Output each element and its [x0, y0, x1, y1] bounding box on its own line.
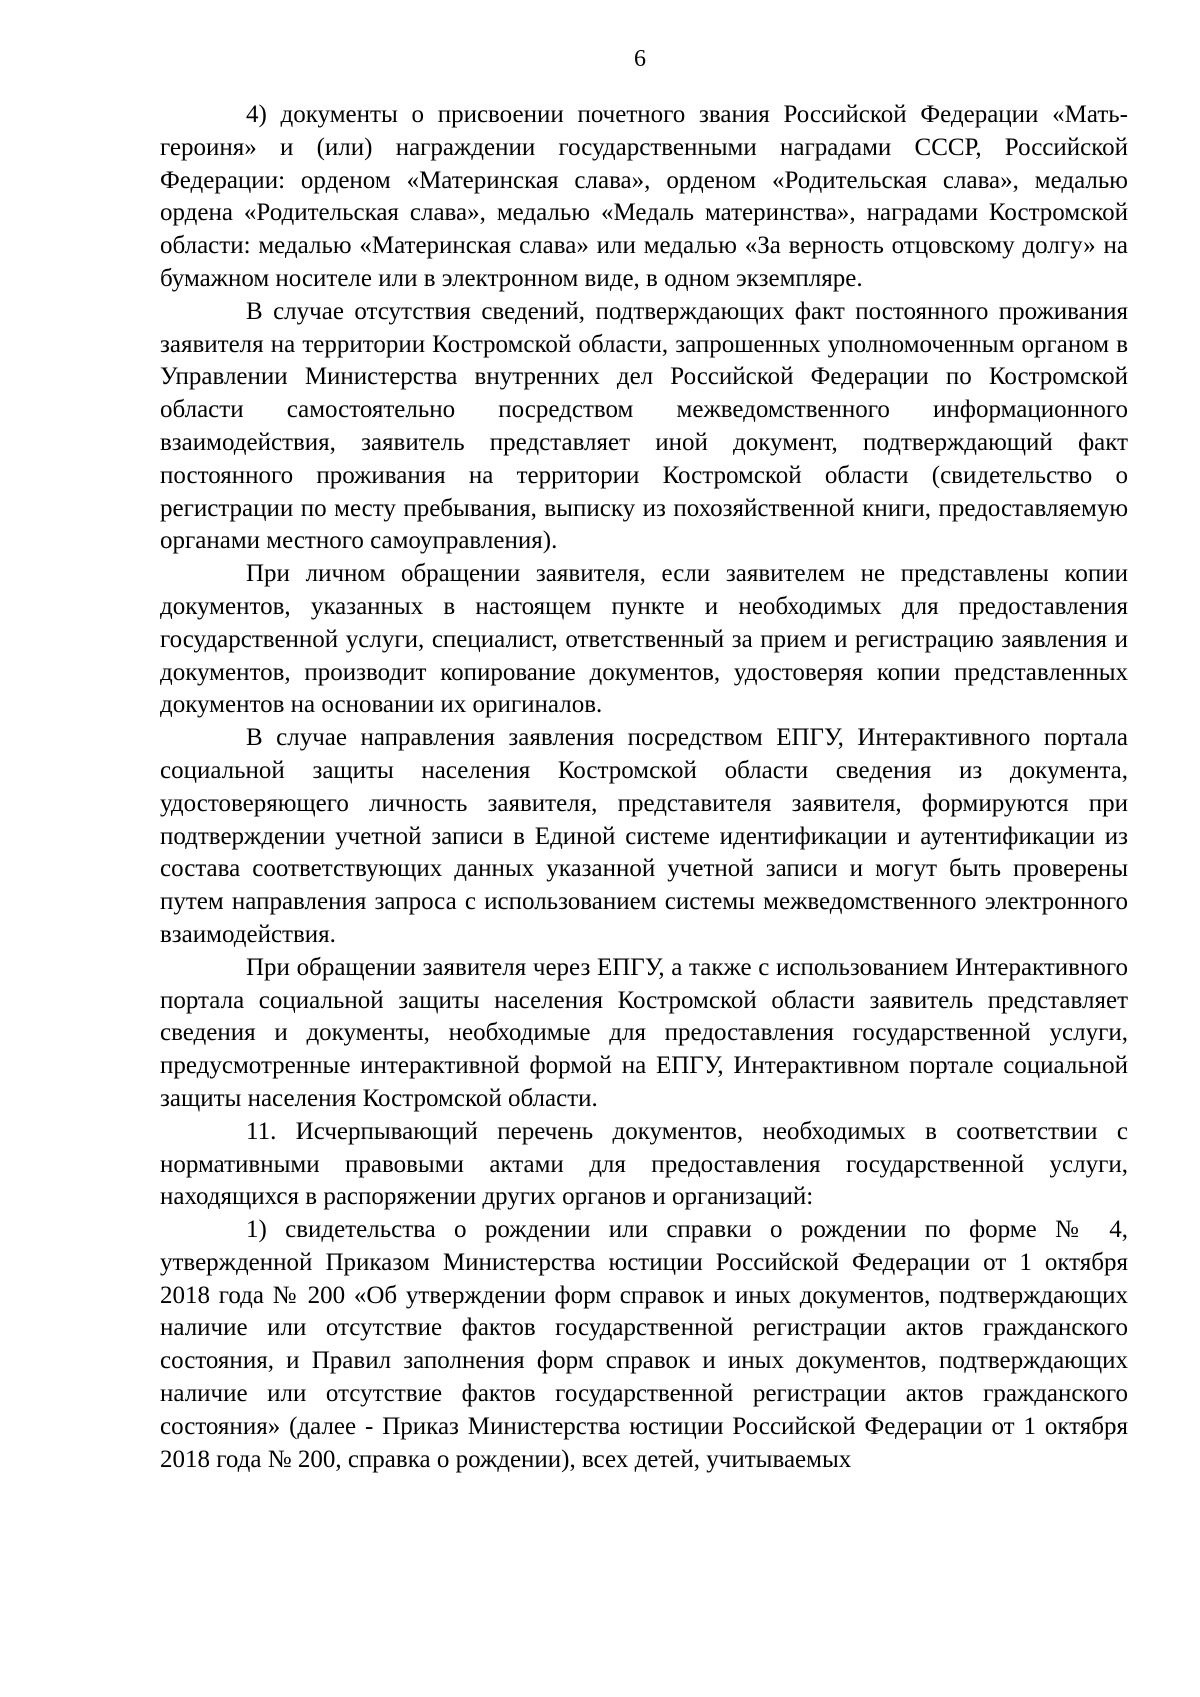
paragraph-residence-proof: В случае отсутствия сведений, подтверждающих факт постоянного проживания заявителя на территории Костромской области, запрошенных уполномоченным органом в Управлении Министерства внутренних дел Российской Федерации по Костромской области самостоятельно посредством межведомственного информационного взаимодействия, заявитель представляет иной документ, подтверждающий факт постоянного проживания на территории Костромской области (свидетельство о регистрации по месту пребывания, выписку из похозяйственной книги, предоставляемую органами местного самоуправления). — [160, 297, 1128, 555]
paragraph-item-1-birth-certificates: 1) свидетельства о рождении или справки о рождении по форме № 4, утвержденной Приказом Министерства юстиции Российской Федерации от 1 октября 2018 года № 200 «Об утверждении форм справок и иных документов, подтверждающих наличие или отсутствие фактов государственной регистрации актов гражданского состояния, и Правил заполнения форм справок и иных документов, подтверждающих наличие или отсутствие фактов государственной регистрации актов гражданского состояния» (далее - Приказ Министерства юстиции Российской Федерации от 1 октября 2018 года № 200, справка о рождении), всех детей, учитываемых — [160, 1216, 1128, 1473]
paragraph-portal-submission: При обращении заявителя через ЕПГУ, а также с использованием Интерактивного портала социальной защиты населения Костромской области заявитель представляет сведения и документы, необходимые для предоставления государственной услуги, предусмотренные интерактивной формой на ЕПГУ, Интерактивном портале социальной защиты населения Костромской области. — [160, 953, 1128, 1112]
page-number: 6 — [634, 46, 646, 72]
paragraph-personal-visit: При личном обращении заявителя, если заявителем не представлены копии документов, указанных в настоящем пункте и необходимых для предоставления государственной услуги, специалист, ответственный за прием и регистрацию заявления и документов, производит копирование документов, удостоверяя копии представленных документов на основании их оригиналов. — [160, 560, 1128, 719]
paragraph-section-11: 11. Исчерпывающий перечень документов, необходимых в соответствии с нормативными правовыми актами для предоставления государственной услуги, находящихся в распоряжении других органов и организаций: — [160, 1117, 1128, 1211]
document-body — [160, 99, 1128, 1476]
paragraph-item-4-documents: 4) документы о присвоении почетного звания Российской Федерации «Мать-героиня» и (или) награждении государственными наградами СССР, Российской Федерации: орденом «Материнская слава», орденом «Родительская слава», медалью ордена «Родительская слава», медалью «Медаль материнства», наградами Костромской области: медалью «Материнская слава» или медалью «За верность отцовскому долгу» на бумажном носителе или в электронном виде, в одном экземпляре. — [160, 101, 1128, 292]
paragraph-epgu-submission: В случае направления заявления посредством ЕПГУ, Интерактивного портала социальной защиты населения Костромской области сведения из документа, удостоверяющего личность заявителя, представителя заявителя, формируются при подтверждении учетной записи в Единой системе идентификации и аутентификации из состава соответствующих данных указанной учетной записи и могут быть проверены путем направления запроса с использованием системы межведомственного электронного взаимодействия. — [160, 724, 1128, 948]
